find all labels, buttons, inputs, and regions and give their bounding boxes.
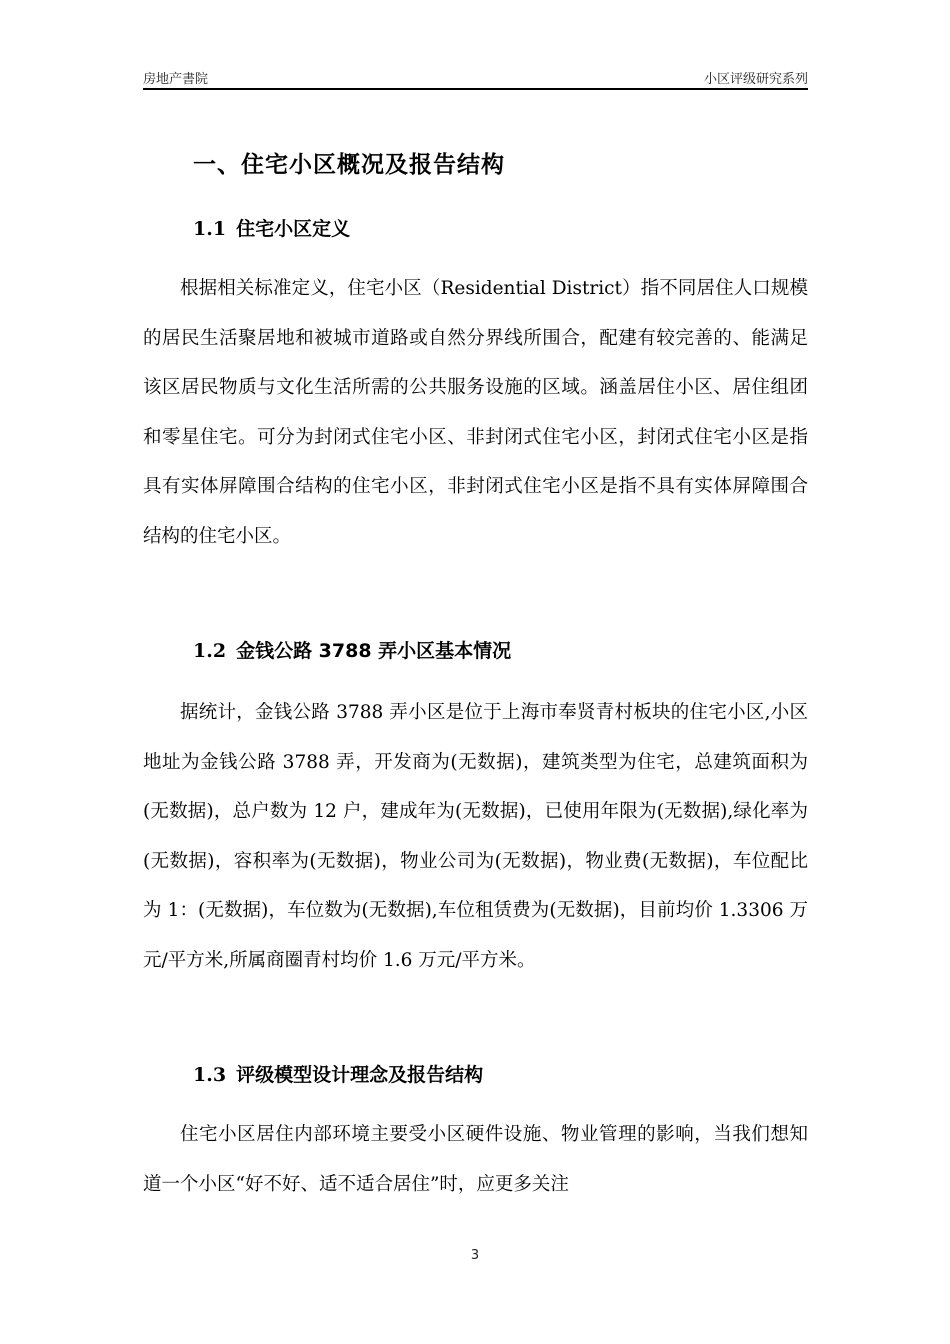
section-paragraph-1-1: 根据相关标准定义，住宅小区（Residential District）指不同居住人口规模的居民生活聚居地和被城市道路或自然分界线所围合，配建有较完善的、能满足该区居民物质与文化生活所需的公共服务设施的区域。涵盖居住小区、居住组团和零星住宅。可分为封闭式住宅小区、非封闭式住宅小区，封闭式住宅小区是指具有实体屏障围合结构的住宅小区，非封闭式住宅小区是指不具有实体屏障围合结构的住宅小区。 bbox=[143, 278, 808, 547]
section-paragraph-1-3: 住宅小区居住内部环境主要受小区硬件设施、物业管理的影响，当我们想知道一个小区“好不好、适不适合居住”时，应更多关注 bbox=[143, 1124, 808, 1195]
page-number: 3 bbox=[470, 1248, 480, 1263]
section-number: 1.2 bbox=[193, 640, 227, 662]
section-number: 1.3 bbox=[193, 1064, 227, 1086]
section-title: 金钱公路 3788 弄小区基本情况 bbox=[236, 640, 512, 662]
section-paragraph-1-2: 据统计，金钱公路 3788 弄小区是位于上海市奉贤青村板块的住宅小区,小区地址为金钱公路 3788 弄，开发商为(无数据)，建筑类型为住宅，总建筑面积为(无数据)，总户数为 12 户，建成年为(无数据)，已使用年限为(无数据),绿化率为(无数据)，容积率为(无数据)，物业公司为(无数据)，物业费(无数据)，车位配比为 1：(无数据)，车位数为(无数据),车位租赁费为(无数据)，目前均价 1.3306 万元/平方米,所属商圈青村均价 1.6 万元/平方米。 bbox=[143, 702, 808, 971]
section-number: 1.1 bbox=[193, 218, 227, 240]
section-heading-1-3 bbox=[193, 1060, 483, 1087]
section-heading-1-1 bbox=[193, 214, 350, 241]
header-series-title: 小区评级研究系列 bbox=[703, 72, 808, 87]
header-publisher: 房地产書院 bbox=[143, 72, 209, 87]
section-title: 评级模型设计理念及报告结构 bbox=[236, 1064, 484, 1086]
section-heading-1-2 bbox=[193, 636, 511, 663]
section-title: 住宅小区定义 bbox=[236, 218, 351, 240]
page-header bbox=[143, 66, 808, 90]
chapter-title: 一、住宅小区概况及报告结构 bbox=[193, 152, 505, 178]
